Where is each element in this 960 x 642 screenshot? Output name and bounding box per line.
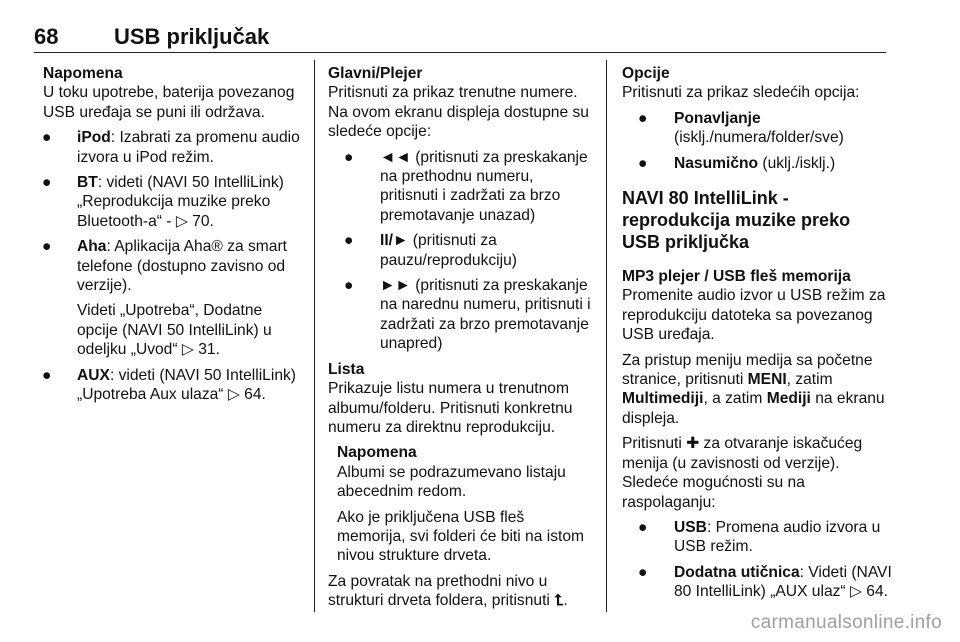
page-title: USB priključak: [114, 24, 270, 49]
item-term: Dodatna utičnica: [674, 563, 800, 581]
page-ref-icon: ▷: [227, 386, 240, 404]
column-divider: [314, 60, 315, 612]
press-text: Pritisnuti ✚ za otvaranje iskačućeg menija (u zavisnosti od verzije). Sledeće mogućnosti su na raspolaganju:: [622, 435, 863, 511]
item-text: : videti (NAVI 50 IntelliLink) „Reprodukcija muzike preko Bluetooth-a“ -: [77, 174, 284, 230]
column-3: [622, 64, 892, 608]
note-text: U toku upotrebe, baterija povezanog USB uređaja se puni ili održava.: [43, 84, 295, 121]
list-item: ● ◄◄ (pritisnuti za preskakanje na prethodnu numeru, pritisnuti i zadržati za brzo premotavanje unazad): [344, 148, 588, 224]
bullet: ●: [638, 154, 648, 172]
column-1: [34, 64, 306, 411]
bullet: ●: [42, 366, 52, 384]
section-heading: NAVI 80 IntelliLink - reprodukcija muzike preko USB priključka: [622, 188, 851, 253]
mp3-heading: MP3 plejer / USB fleš memorija: [622, 268, 851, 286]
list-item: ● USB: Promena audio izvora u USB režim.: [638, 518, 881, 556]
bullet: ●: [638, 518, 648, 536]
player-heading: Glavni/Plejer: [328, 65, 423, 82]
note-title: Napomena: [337, 444, 417, 462]
player-text: Pritisnuti za prikaz trenutne numere. Na ovom ekranu displeja dostupne su sledeće opcije:: [328, 84, 589, 141]
bullet: ●: [638, 563, 648, 581]
options-text: Pritisnuti za prikaz sledećih opcija:: [622, 84, 860, 102]
note-box: [43, 64, 306, 122]
list-item: ● Dodatna utičnica: Videti (NAVI 80 IntelliLink) „AUX ulaz“ ▷ 64.: [638, 563, 892, 601]
item-text: : videti (NAVI 50 IntelliLink) „Upotreba Aux ulaza“: [77, 366, 296, 404]
options-heading: Opcije: [622, 65, 670, 82]
list-heading: Lista: [328, 360, 365, 378]
bullet: ●: [344, 148, 354, 166]
item-term: Nasumično: [674, 154, 759, 172]
page-ref-icon: ▷: [175, 212, 188, 230]
aha-extra: Videti „Upotreba“, Dodatne opcije (NAVI 50 IntelliLink) u odeljku „Uvod“ ▷ 31.: [77, 302, 272, 359]
bullet: ●: [42, 129, 52, 147]
bullet: ●: [344, 277, 354, 295]
note-text: Ako je priključena USB fleš memorija, svi folderi će biti na istom nivou strukture drveta.: [337, 508, 584, 565]
item-text: : Aplikacija Aha® za smart telefone (dostupno zavisno od verzije).: [77, 238, 287, 295]
page-number: 68: [34, 24, 59, 49]
page-ref-icon: ▷: [181, 341, 194, 359]
list-text: Prikazuje listu numera u trenutnom albumu/folderu. Pritisnuti konkretnu numeru za direktnu reprodukciju.: [328, 380, 573, 436]
item-term: BT: [77, 174, 98, 192]
column-2: [328, 64, 594, 617]
list-item: [34, 173, 306, 231]
bullet: ●: [344, 232, 354, 250]
play-pause-icon: II/►: [380, 232, 409, 250]
item-term: AUX: [77, 366, 110, 384]
list-item: ● Ponavljanje (isklj./numera/folder/sve): [638, 109, 844, 147]
page-ref-link[interactable]: 31.: [198, 341, 220, 359]
bullet: ●: [42, 238, 52, 256]
watermark: carmanualsonline.info: [750, 612, 942, 633]
plus-icon: ✚: [686, 435, 700, 453]
list-item: ● ►► (pritisnuti za preskakanje na narednu numeru, pritisnuti i zadržati za brzo premotavanje unapred): [344, 277, 591, 353]
list-item: [34, 128, 306, 167]
rewind-icon: ◄◄: [380, 148, 411, 166]
item-text: : Izabrati za promenu audio izvora u iPod režim.: [77, 129, 300, 166]
page-header: [34, 20, 886, 53]
back-text: Za povratak na prethodni nivo u strukturi drveta foldera, pritisnuti ⮤.: [328, 572, 568, 610]
note-text: Albumi se podrazumevano listaju abecednim redom.: [337, 463, 566, 501]
list-item: ● Nasumično (uklj./isklj.): [638, 154, 836, 172]
list-item: [34, 237, 306, 295]
page-ref-link[interactable]: 64.: [866, 583, 888, 601]
note-box: [337, 443, 594, 565]
item-term: Ponavljanje: [674, 109, 761, 127]
list-item: [34, 366, 306, 405]
fast-forward-icon: ►►: [380, 277, 411, 295]
column-divider: [606, 60, 607, 612]
page-ref-link[interactable]: 64.: [244, 386, 266, 404]
page-ref-icon: ▷: [849, 583, 862, 601]
page-ref-link[interactable]: 70.: [192, 212, 214, 230]
item-term: Aha: [77, 238, 107, 256]
list-item: ● II/► (pritisnuti za pauzu/reprodukciju): [344, 232, 517, 269]
bullet: ●: [638, 109, 648, 127]
bullet: ●: [42, 174, 52, 192]
access-text: Za pristup meniju medija sa početne stranice, pritisnuti MENI, zatim Multimediji, a zatim Mediji na ekranu displeja.: [622, 351, 885, 427]
item-term: USB: [674, 518, 707, 536]
mp3-text: Promenite audio izvor u USB režim za reprodukciju datoteka sa povezanog USB uređaja.: [622, 287, 886, 344]
back-arrow-icon: ⮤: [554, 592, 564, 610]
note-title: Napomena: [43, 65, 123, 82]
item-term: iPod: [77, 129, 111, 147]
